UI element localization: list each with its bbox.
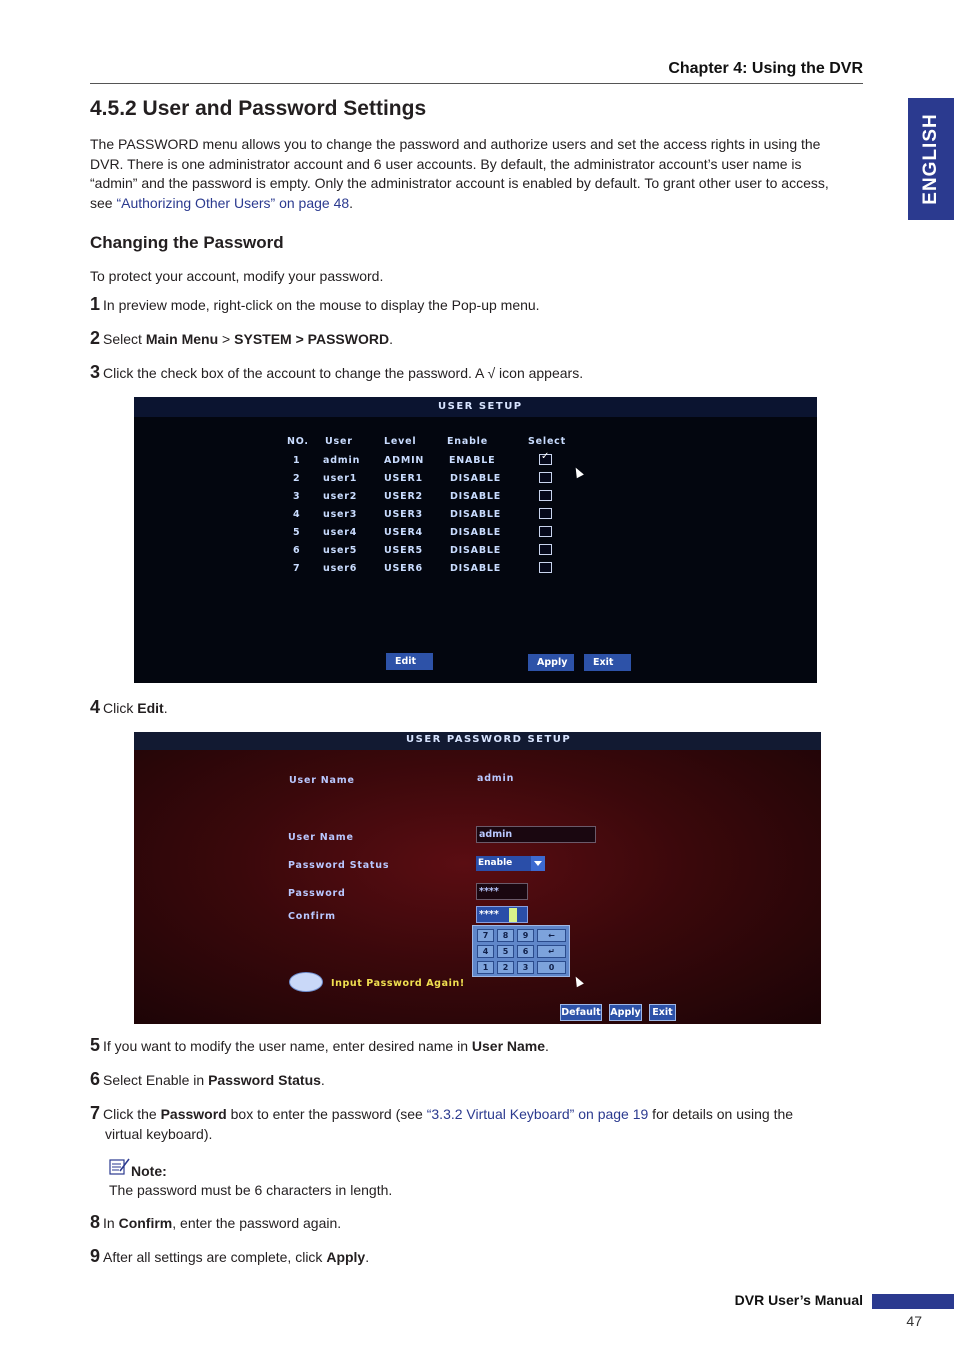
step-text: . bbox=[365, 1249, 370, 1265]
key-8[interactable]: 8 bbox=[497, 929, 514, 942]
backspace-key[interactable] bbox=[537, 929, 566, 942]
step-text: for details on using the bbox=[648, 1106, 794, 1122]
note-text: The password must be 6 characters in length. bbox=[109, 1182, 393, 1198]
step-text: In preview mode, right-click on the mouse to display the Pop-up menu. bbox=[103, 297, 540, 313]
step-6 bbox=[90, 1070, 850, 1091]
exit-button[interactable]: Exit bbox=[584, 654, 631, 671]
col-header-user: User bbox=[325, 436, 353, 447]
row-user: user2 bbox=[323, 491, 358, 502]
select-checkbox[interactable] bbox=[539, 490, 552, 501]
step-number: 4 bbox=[90, 697, 101, 717]
select-checkbox[interactable] bbox=[539, 508, 552, 519]
select-checkbox[interactable] bbox=[539, 544, 552, 555]
select-checkbox[interactable] bbox=[539, 526, 552, 537]
step-2 bbox=[90, 329, 850, 350]
step-bold: Edit bbox=[137, 700, 164, 716]
row-level: USER2 bbox=[384, 491, 423, 502]
step-9 bbox=[90, 1247, 850, 1268]
col-header-select: Select bbox=[528, 436, 566, 447]
mouse-cursor-icon bbox=[572, 466, 584, 479]
col-header-no: NO. bbox=[287, 436, 309, 447]
row-level: USER6 bbox=[384, 563, 423, 574]
password-setup-title: USER PASSWORD SETUP bbox=[406, 734, 572, 745]
col-header-enable: Enable bbox=[447, 436, 488, 447]
exit-button[interactable]: Exit bbox=[649, 1004, 676, 1021]
col-header-level: Level bbox=[384, 436, 417, 447]
step-text: . bbox=[545, 1038, 549, 1054]
step-text: Click the bbox=[103, 1106, 161, 1122]
footer-bar bbox=[872, 1294, 954, 1309]
page-number: 47 bbox=[906, 1313, 922, 1329]
step-text: , enter the password again. bbox=[172, 1215, 342, 1231]
password-status-label: Password Status bbox=[288, 860, 390, 871]
step-text: . bbox=[163, 700, 168, 716]
select-checkbox[interactable] bbox=[539, 562, 552, 573]
select-checkbox[interactable] bbox=[539, 472, 552, 483]
password-setup-screen bbox=[134, 732, 821, 1024]
key-0[interactable]: 0 bbox=[537, 961, 566, 974]
apply-button[interactable]: Apply bbox=[609, 1004, 642, 1021]
key-7[interactable]: 7 bbox=[477, 929, 494, 942]
step-bold: User Name bbox=[471, 1038, 546, 1054]
row-user: admin bbox=[323, 455, 361, 466]
row-enable: DISABLE bbox=[450, 509, 501, 520]
key-4[interactable]: 4 bbox=[477, 945, 494, 958]
key-2[interactable]: 2 bbox=[497, 961, 514, 974]
edit-button[interactable]: Edit bbox=[386, 653, 433, 670]
footer-manual-title: DVR User’s Manual bbox=[734, 1292, 863, 1308]
user-name-input[interactable]: admin bbox=[476, 826, 596, 843]
step-text: Click bbox=[103, 700, 138, 716]
row-no: 2 bbox=[293, 473, 301, 484]
row-no: 7 bbox=[293, 563, 301, 574]
subsection-heading: Changing the Password bbox=[90, 233, 284, 252]
enter-icon: ↵ bbox=[548, 947, 555, 956]
step-8 bbox=[90, 1213, 850, 1234]
confirm-label: Confirm bbox=[288, 911, 336, 922]
row-enable: DISABLE bbox=[450, 473, 501, 484]
step-4 bbox=[90, 698, 850, 719]
step-bold: SYSTEM > PASSWORD bbox=[234, 331, 390, 347]
default-button[interactable]: Default bbox=[560, 1004, 602, 1021]
mouse-cursor-icon bbox=[572, 975, 584, 988]
user-setup-screen bbox=[134, 397, 817, 683]
intro-paragraph bbox=[90, 135, 850, 213]
user-name-field-label: User Name bbox=[288, 832, 354, 843]
language-tab bbox=[908, 98, 954, 220]
step-1 bbox=[90, 295, 850, 316]
password-status-value: Enable bbox=[478, 858, 513, 868]
step-text: . bbox=[320, 1072, 325, 1088]
step-text: > bbox=[218, 331, 235, 347]
row-enable: DISABLE bbox=[450, 527, 501, 538]
row-no: 1 bbox=[293, 455, 301, 466]
row-no: 4 bbox=[293, 509, 301, 520]
row-enable: ENABLE bbox=[449, 455, 496, 466]
step-bold: Password bbox=[160, 1106, 227, 1122]
key-6[interactable]: 6 bbox=[517, 945, 534, 958]
key-3[interactable]: 3 bbox=[517, 961, 534, 974]
password-status-dropdown[interactable] bbox=[476, 856, 545, 871]
row-no: 6 bbox=[293, 545, 301, 556]
step-text: Select Enable in bbox=[103, 1072, 209, 1088]
virtual-keypad bbox=[472, 925, 570, 977]
chevron-down-icon bbox=[531, 856, 545, 871]
step-text: Click the check box of the account to change the password. A √ icon appears. bbox=[103, 365, 584, 381]
section-title: 4.5.2 User and Password Settings bbox=[90, 97, 427, 120]
intro-text: The PASSWORD menu allows you to change the password and authorize users and set the access rights in using the DVR. There is one administrator account and 6 user accounts. By default, the administrator account’s user name is “admin” and the password is empty. Only the administrator account is enabled by default. To grant other user to access, see bbox=[90, 136, 829, 211]
header-rule bbox=[90, 83, 863, 84]
row-user: user1 bbox=[323, 473, 358, 484]
step-bold: Main Menu bbox=[145, 331, 219, 347]
step-number: 8 bbox=[90, 1212, 101, 1232]
user-setup-title: USER SETUP bbox=[438, 401, 523, 412]
text-caret bbox=[509, 908, 517, 922]
speech-bubble-icon bbox=[289, 972, 323, 992]
row-enable: DISABLE bbox=[450, 545, 501, 556]
backspace-icon: ← bbox=[548, 931, 555, 940]
subsection-lead: To protect your account, modify your password. bbox=[90, 268, 384, 284]
step-text: After all settings are complete, click bbox=[103, 1249, 327, 1265]
step-number: 1 bbox=[90, 294, 101, 314]
key-1[interactable]: 1 bbox=[477, 961, 494, 974]
row-no: 3 bbox=[293, 491, 301, 502]
apply-button[interactable]: Apply bbox=[528, 654, 574, 671]
chapter-header: Chapter 4: Using the DVR bbox=[668, 60, 863, 77]
note-icon bbox=[108, 1157, 130, 1175]
step-number: 2 bbox=[90, 328, 101, 348]
password-label: Password bbox=[288, 888, 346, 899]
step-text: If you want to modify the user name, enter desired name in bbox=[103, 1038, 472, 1054]
step-bold: Confirm bbox=[118, 1215, 173, 1231]
enter-key[interactable] bbox=[537, 945, 566, 958]
step-number: 9 bbox=[90, 1246, 101, 1266]
input-password-again-message: Input Password Again! bbox=[331, 978, 465, 989]
row-level: USER4 bbox=[384, 527, 423, 538]
row-level: USER5 bbox=[384, 545, 423, 556]
row-level: USER3 bbox=[384, 509, 423, 520]
step-text: . bbox=[389, 331, 393, 347]
step-7 bbox=[90, 1104, 850, 1144]
note-label: Note: bbox=[131, 1163, 167, 1179]
key-9[interactable]: 9 bbox=[517, 929, 534, 942]
step-text: Select bbox=[103, 331, 146, 347]
row-enable: DISABLE bbox=[450, 563, 501, 574]
step-3 bbox=[90, 363, 850, 384]
step-number: 5 bbox=[90, 1035, 101, 1055]
row-user: user6 bbox=[323, 563, 358, 574]
language-tab-label: ENGLISH bbox=[920, 113, 941, 205]
virtual-keyboard-link[interactable]: “3.3.2 Virtual Keyboard” on page 19 bbox=[426, 1106, 649, 1122]
step-text: box to enter the password (see bbox=[226, 1106, 427, 1122]
step-bold: Password Status bbox=[208, 1072, 321, 1088]
row-user: user5 bbox=[323, 545, 358, 556]
row-level: ADMIN bbox=[384, 455, 425, 466]
row-user: user3 bbox=[323, 509, 358, 520]
step-number: 3 bbox=[90, 362, 101, 382]
user-name-value: admin bbox=[477, 773, 515, 784]
row-enable: DISABLE bbox=[450, 491, 501, 502]
step-text: In bbox=[103, 1215, 119, 1231]
step-number: 7 bbox=[90, 1103, 101, 1123]
intro-end: . bbox=[349, 194, 354, 211]
authorizing-users-link[interactable]: “Authorizing Other Users” on page 48 bbox=[116, 194, 350, 211]
password-input[interactable]: **** bbox=[476, 883, 528, 900]
key-5[interactable]: 5 bbox=[497, 945, 514, 958]
step-number: 6 bbox=[90, 1069, 101, 1089]
row-no: 5 bbox=[293, 527, 301, 538]
row-level: USER1 bbox=[384, 473, 423, 484]
step-text: virtual keyboard). bbox=[105, 1125, 213, 1142]
step-5 bbox=[90, 1036, 850, 1057]
row-user: user4 bbox=[323, 527, 358, 538]
select-checkbox[interactable] bbox=[539, 454, 552, 465]
step-bold: Apply bbox=[326, 1249, 366, 1265]
user-name-label: User Name bbox=[289, 775, 355, 786]
confirm-input[interactable]: **** bbox=[476, 906, 528, 923]
